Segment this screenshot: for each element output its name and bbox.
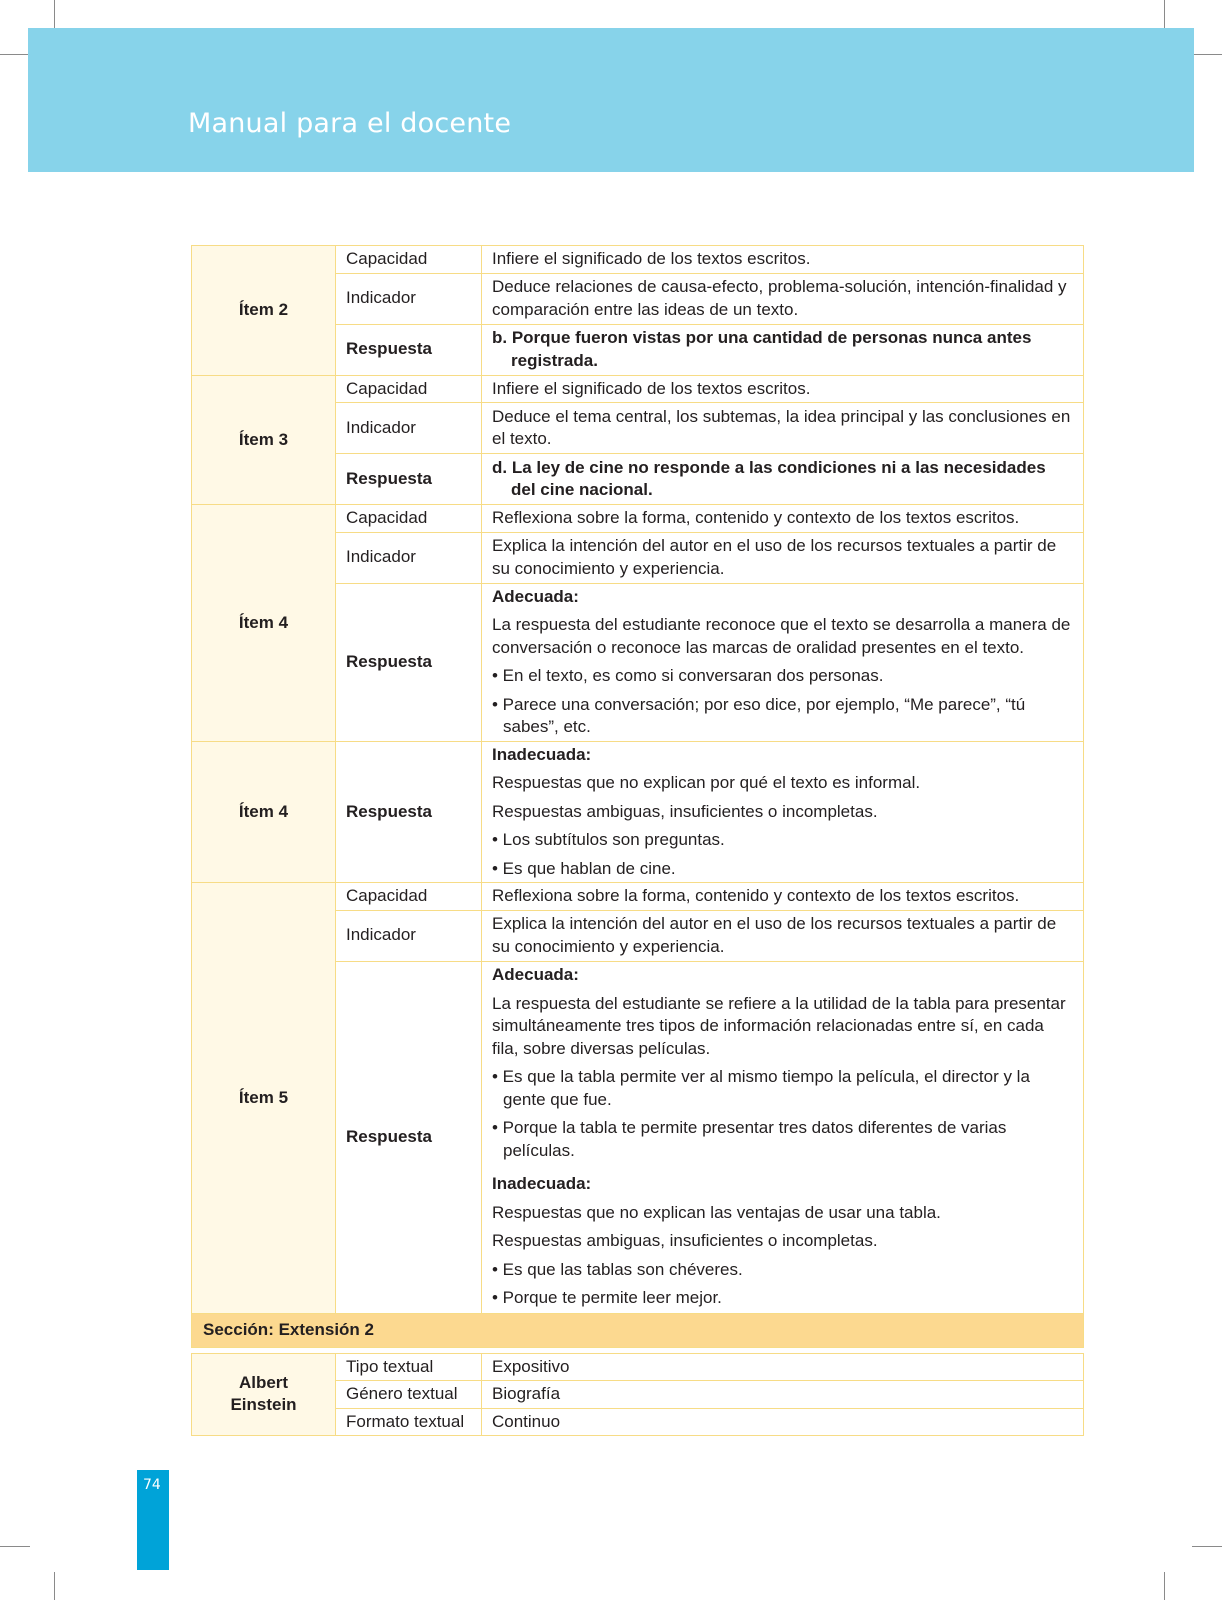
answer-heading: Inadecuada: [492, 1174, 592, 1194]
answer-text: d. La ley de cine no responde a las condiciones ni a las necesidades del cine nacional. [492, 457, 1046, 499]
row-label: Tipo textual [336, 1353, 482, 1381]
table-row [192, 246, 1084, 274]
answer-bullet: • Los subtítulos son preguntas. [492, 830, 725, 849]
table-row [192, 883, 1084, 911]
item-label: Ítem 3 [192, 375, 336, 505]
evaluation-table [191, 245, 1084, 1436]
answer-bullet: • Es que la tabla permite ver al mismo tiempo la película, el director y la gente que fue. [492, 1067, 1030, 1109]
page-number: 74 [143, 1477, 161, 1493]
item-label: Albert Einstein [192, 1353, 336, 1436]
answer-bullet: • Parece una conversación; por eso dice, por ejemplo, “Me parece”, “tú sabes”, etc. [492, 694, 1026, 736]
item-label: Ítem 5 [192, 883, 336, 1314]
row-label: Género textual [336, 1381, 482, 1409]
row-label: Capacidad [336, 375, 482, 403]
answer-heading: Adecuada: [492, 586, 579, 606]
answer-line: Respuestas ambiguas, insuficientes o incompletas. [492, 801, 878, 821]
section-title: Sección: Extensión 2 [192, 1313, 1084, 1347]
row-label: Respuesta [336, 454, 482, 505]
answer-heading: Adecuada: [492, 965, 579, 985]
table-row [192, 505, 1084, 533]
crop-mark [1164, 0, 1165, 30]
row-text: Infiere el significado de los textos escritos. [482, 375, 1084, 403]
crop-mark [1192, 1546, 1222, 1547]
answer-bullet: • Es que las tablas son chéveres. [492, 1259, 743, 1279]
row-label: Capacidad [336, 883, 482, 911]
row-label: Respuesta [336, 741, 482, 883]
answer-line: Respuestas ambiguas, insuficientes o incompletas. [492, 1231, 878, 1251]
answer-paragraph: La respuesta del estudiante se refiere a la utilidad de la tabla para presentar simultáneamente tres tipos de información relacionadas entre sí, en cada fila, sobre diversas películas. [492, 993, 1066, 1058]
row-label: Capacidad [336, 505, 482, 533]
table-row [192, 741, 1084, 883]
section-header-row [192, 1313, 1084, 1347]
row-text: Deduce el tema central, los subtemas, la idea principal y las conclusiones en el texto. [482, 403, 1084, 454]
answer-line: Respuestas que no explican por qué el texto es informal. [492, 773, 921, 792]
row-label: Capacidad [336, 246, 482, 274]
answer-heading: Inadecuada: [492, 744, 592, 764]
crop-mark [54, 1572, 55, 1600]
crop-mark [1164, 1572, 1165, 1600]
row-label: Indicador [336, 910, 482, 961]
row-text: Infiere el significado de los textos escritos. [482, 246, 1084, 274]
crop-mark [1192, 54, 1222, 55]
item-label: Ítem 4 [192, 505, 336, 742]
row-text: Reflexiona sobre la forma, contenido y contexto de los textos escritos. [482, 883, 1084, 911]
row-text: Explica la intención del autor en el uso de los recursos textuales a partir de su conocimiento y experiencia. [482, 910, 1084, 961]
row-text: Deduce relaciones de causa-efecto, problema-solución, intención-finalidad y comparación entre las ideas de un texto. [482, 273, 1084, 324]
item-label: Ítem 2 [192, 246, 336, 376]
row-text: Reflexiona sobre la forma, contenido y contexto de los textos escritos. [482, 505, 1084, 533]
row-label: Respuesta [336, 583, 482, 741]
answer-bullet: • En el texto, es como si conversaran dos personas. [492, 666, 884, 685]
page-header-title: Manual para el docente [188, 108, 512, 139]
answer-line: Respuestas que no explican las ventajas de usar una tabla. [492, 1202, 941, 1222]
row-text: Continuo [482, 1408, 1084, 1436]
crop-mark [0, 54, 30, 55]
item-label: Ítem 4 [192, 741, 336, 883]
crop-mark [54, 0, 55, 30]
row-label: Respuesta [336, 961, 482, 1313]
answer-bullet: • Es que hablan de cine. [492, 858, 676, 878]
header-band [28, 28, 1194, 172]
row-label: Respuesta [336, 324, 482, 375]
answer-text: b. Porque fueron vistas por una cantidad de personas nunca antes registrada. [492, 328, 1032, 370]
table-row [192, 1353, 1084, 1381]
table-row [192, 375, 1084, 403]
crop-mark [0, 1546, 30, 1547]
row-text: Expositivo [482, 1353, 1084, 1381]
row-text: Biografía [482, 1381, 1084, 1409]
answer-bullet: • Porque la tabla te permite presentar tres datos diferentes de varias películas. [492, 1118, 1007, 1160]
row-label: Indicador [336, 403, 482, 454]
answer-paragraph: La respuesta del estudiante reconoce que el texto se desarrolla a manera de conversación o reconoce las marcas de oralidad presentes en el texto. [492, 615, 1071, 657]
row-label: Formato textual [336, 1408, 482, 1436]
row-label: Indicador [336, 273, 482, 324]
answer-bullet: • Porque te permite leer mejor. [492, 1288, 722, 1308]
row-label: Indicador [336, 532, 482, 583]
row-text: Explica la intención del autor en el uso de los recursos textuales a partir de su conocimiento y experiencia. [482, 532, 1084, 583]
